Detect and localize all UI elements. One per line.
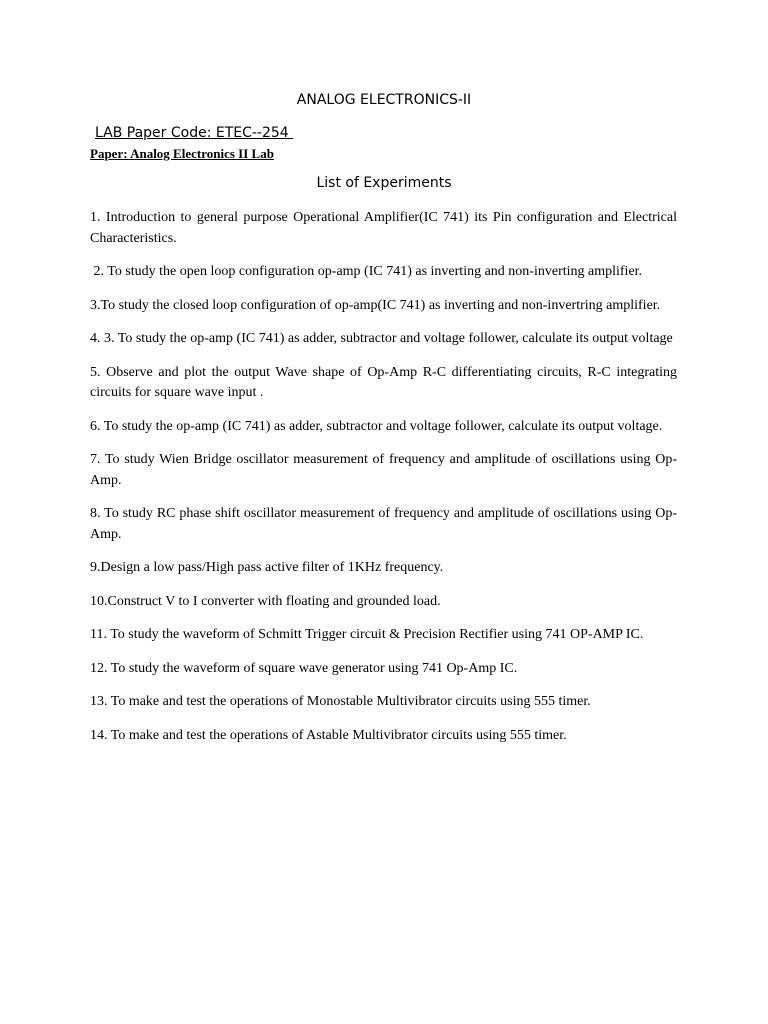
experiment-item: 9.Design a low pass/High pass active filter of 1KHz frequency.: [90, 560, 444, 575]
experiment-item: 5. Observe and plot the output Wave shape of Op-Amp R-C differentiating circuits, R-C integrating circuits for square wave input .: [90, 364, 681, 400]
experiment-item: 12. To study the waveform of square wave generator using 741 Op-Amp IC.: [90, 660, 518, 676]
experiment-item: 10.Construct V to I converter with floating and grounded load.: [90, 593, 441, 609]
experiment-item: 6. To study the op-amp (IC 741) as adder, subtractor and voltage follower, calculate its output voltage.: [90, 418, 663, 434]
experiment-item: 4. 3. To study the op-amp (IC 741) as adder, subtractor and voltage follower, calculate its output voltage: [90, 331, 673, 346]
experiment-item: 8. To study RC phase shift oscillator measurement of frequency and amplitude of oscillations using Op-Amp.: [90, 506, 677, 542]
experiment-list: [90, 208, 681, 759]
experiment-item: 3.To study the closed loop configuration of op-amp(IC 741) as inverting and non-invertring amplifier.: [90, 297, 661, 313]
experiment-item: 2. To study the open loop configuration op-amp (IC 741) as inverting and non-inverting amplifier.: [90, 264, 643, 279]
list-heading: List of Experiments: [316, 175, 452, 191]
lab-paper-code: LAB Paper Code: ETEC--254: [95, 125, 294, 141]
experiment-item: 13. To make and test the operations of Monostable Multivibrator circuits using 555 timer.: [90, 694, 591, 709]
experiment-item: 1. Introduction to general purpose Operational Amplifier(IC 741) its Pin configuration and Electrical Characteristics.: [90, 210, 681, 246]
document-title: ANALOG ELECTRONICS-II: [296, 92, 472, 108]
experiment-item: 7. To study Wien Bridge oscillator measurement of frequency and amplitude of oscillations using Op-Amp.: [90, 452, 677, 488]
experiment-item: 11. To study the waveform of Schmitt Trigger circuit & Precision Rectifier using 741 OP-AMP IC.: [90, 627, 644, 642]
paper-name: Paper: Analog Electronics II Lab: [90, 146, 274, 161]
experiment-item: 14. To make and test the operations of Astable Multivibrator circuits using 555 timer.: [90, 727, 567, 743]
